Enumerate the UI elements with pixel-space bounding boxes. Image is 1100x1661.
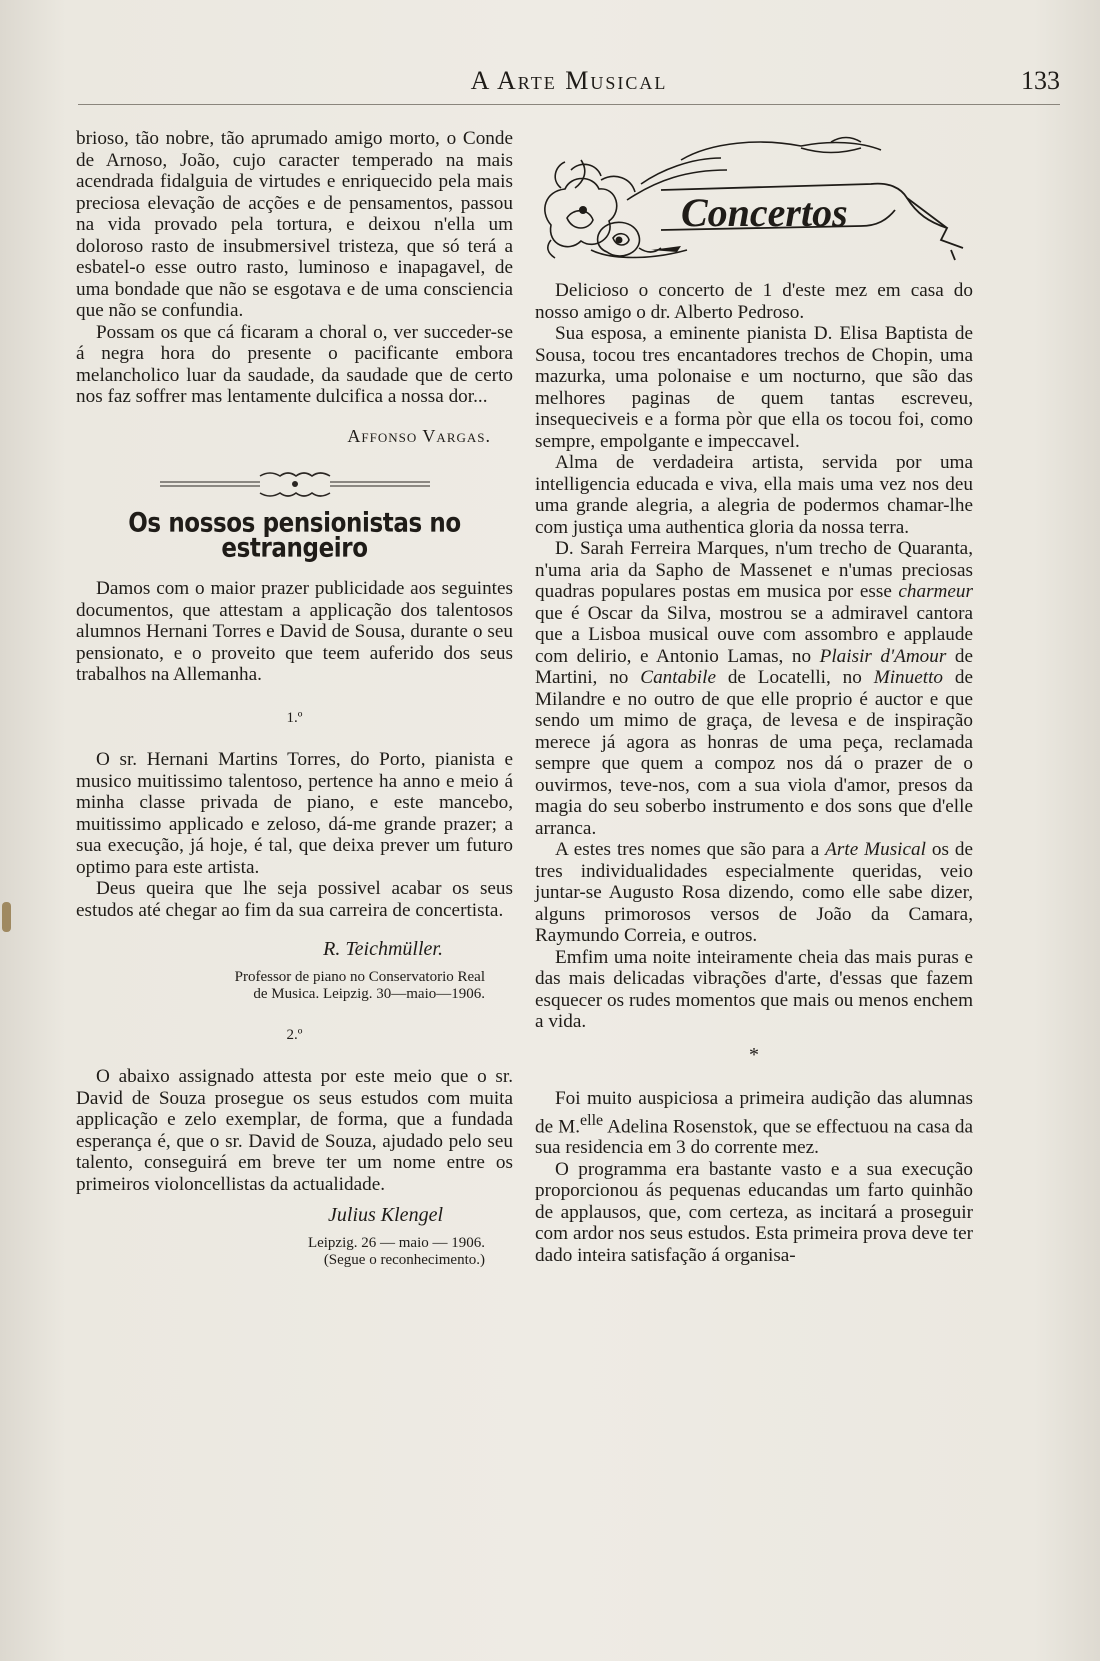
document-signature: R. Teichmüller. [323,938,443,960]
concert-paragraph: Foi muito auspiciosa a primeira audição das alumnas de M.$^{elle}$ Adelina Rosenstok, que se effectuou na casa da sua residencia em 3 do corrente mez. [535,1088,974,1159]
signature-note: de Musica. Leipzig. 30—maio—1906. [253,985,485,1002]
left-column [76,128,513,1269]
page-edge-stain [2,902,11,932]
concert-paragraph: O programma era bastante vasto e a sua execução proporcionou ás pequenas educandas um farto quinhão de applausos, que, com certeza, as incitará a proseguir com ardor nos seus estudos. Esta primeira prova deve ter dado inteira satisfação á organisa- [535,1158,973,1266]
separator-asterisk: * [749,1043,759,1066]
article-paragraph: brioso, tão nobre, tão aprumado amigo morto, o Conde de Arnoso, João, cujo caracter temperado na mais acendrada fidalguia de virtudes e enriquecido pela mais preciosa elevação de acções e de pensamentos, passou na vida provado pela tortura, e deixou n'ella um doloroso rasto de insubmersivel tristeza, que só terá a esbatel-o esse outro rasto, luminoso e inapagavel, de uma bondade que não se esgotava e de uma consciencia que não se confundia. [76,128,513,321]
document-paragraph: O sr. Hernani Martins Torres, do Porto, pianista e musico muitissimo talentoso, pertence ha anno e meio á minha classe privada de piano, e este mancebo, muitissimo applicado e zeloso, dá-me grande prazer; a sua execução, já hoje, é tal, que deixa prever um futuro optimo para este artista. [76,749,513,878]
document-paragraph: O abaixo assignado attesta por este meio que o sr. David de Souza prosegue os seus estudos com muita applicação e zelo exemplar, de forma, que a fundada esperança é, que o sr. David de Souza, ajudado pelo seu talento, conseguirá em breve ter um nome entre os primeiros violoncellistas da actualidade. [76,1066,513,1195]
author-signature: Affonso Vargas. [347,425,491,446]
section-divider-ornament [160,467,430,501]
signature-note: (Segue o reconhecimento.) [323,1251,485,1268]
right-column [535,128,973,1266]
document-signature: Julius Klengel [328,1204,443,1226]
concert-paragraph: Alma de verdadeira artista, servida por uma intelligencia educada e viva, ella mais uma vez nos deu uma grande alegria, a alegria de podermos chamar-lhe com justiça uma authentica gloria da nossa terra. [535,452,973,538]
section-intro: Damos com o maior prazer publicidade aos seguintes documentos, que attestam a applicação dos talentosos alumnos Hernani Torres e David de Sousa, durante o seu pensionato, e o proveito que teem auferido dos seus trabalhos na Allemanha. [76,578,513,685]
running-header [78,64,1060,105]
article-paragraph: Possam os que cá ficaram a choral o, ver succeder-se á negra hora do presente o pacificante embora melancholico luar da saudade, da saudade que de certo nos faz soffrer mas lentamente dulcifica a nossa dor... [76,321,513,407]
document-number: 2.º [286,1026,303,1043]
document-paragraph: Deus queira que lhe seja possivel acabar os seus estudos até chegar ao fim da sua carreira de concertista. [76,878,513,921]
concert-paragraph: Delicioso o concerto de 1 d'este mez em casa do nosso amigo o dr. Alberto Pedroso. [535,280,973,323]
concert-paragraph: D. Sarah Ferreira Marques, n'um trecho de Quaranta, n'uma aria da Sapho de Massenet e n'umas preciosas quadras populares postas em musica por esse charmeur que é Oscar da Silva, mostrou se a admiravel cantora que a Lisboa musical ouve com assombro e applaude com delirio, e Antonio Lamas, no Plaisir d'Amour de Martini, no Cantabile de Locatelli, no Minuetto de Milandre e no outro de que elle proprio é auctor e que sendo um mimo de graça, de levesa e de inspiração merece já agora as honras de uma peça, reclamada sempre que quem a compoz nos dá o prazer de o ouvirmos, teve-nos, com a sua viola d'amor, presos da magia do seu soberbo instrumento e dos sons que d'elle arranca. [535,538,973,839]
signature-note: Professor de piano no Conservatorio Real [234,968,485,985]
concert-paragraph: Emfim uma noite inteiramente cheia das mais puras e das mais delicadas vibrações d'arte, d'essas que fazem esquecer os rudes momentos que mais ou menos enchem a vida. [535,946,973,1032]
concertos-heading: Concertos [681,190,848,235]
section-title: Os nossos pensionistas no estrangeiro [128,508,461,563]
concertos-heading-art [531,130,971,270]
document-number: 1.º [286,709,303,726]
page-number: 133 [1021,66,1060,95]
concert-paragraph: A estes tres nomes que são para a Arte Musical os de tres individualidades especialmente queridas, veio juntar-se Augusto Rosa dizendo, como elle sabe dizer, alguns primorosos versos de João da Camara, Raymundo Correia, e outros. [535,839,974,946]
signature-note: Leipzig. 26 — maio — 1906. [307,1234,485,1251]
journal-title: A Arte Musical [470,66,668,95]
concert-paragraph: Sua esposa, a eminente pianista D. Elisa Baptista de Sousa, tocou tres encantadores trechos de Chopin, uma mazurka, uma polonaise e um nocturno, que são das melhores paginas de quem tantas escreveu, insequeciveis e a forma pòr que ella os tocou foi, como sempre, empolgante e impeccavel. [535,323,973,452]
